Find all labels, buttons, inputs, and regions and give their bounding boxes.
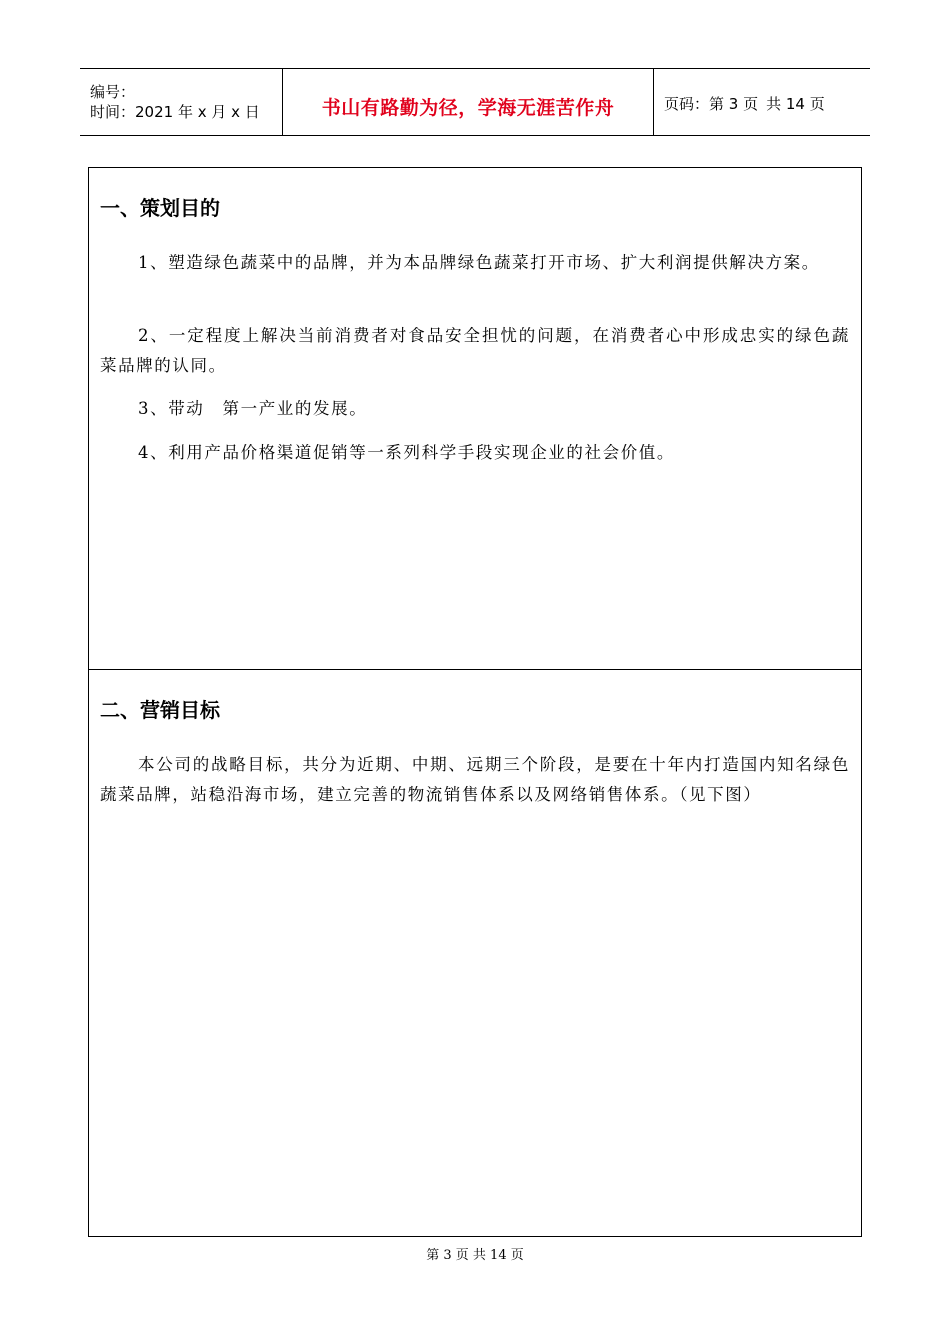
section-title: 一、策划目的 [100,196,220,220]
document-header [80,68,870,136]
header-motto: 书山有路勤为径，学海无涯苦作舟 [282,69,654,135]
header-page-info [654,69,870,135]
page-footer: 第 3 页 共 14 页 [426,1248,524,1263]
section-marketing-goals [88,669,862,1237]
paragraph: 2、一定程度上解决当前消费者对食品安全担忧的问题，在消费者心中形成忠实的绿色蔬菜品牌的认同。 [100,326,850,375]
paragraph: 4、利用产品价格渠道促销等一系列科学手段实现企业的社会价值。 [138,443,675,462]
header-page-total: 共 14 页 [766,94,825,113]
paragraph: 3、带动 第一产业的发展。 [138,399,368,418]
header-meta [80,69,282,135]
section-planning-purpose [88,167,862,670]
header-page-number: 页码：第 3 页 [664,94,759,113]
section-title: 二、营销目标 [100,698,220,722]
document-date: 时间：2021 年 x 月 x 日 [90,103,260,121]
paragraph: 1、塑造绿色蔬菜中的品牌，并为本品牌绿色蔬菜打开市场、扩大利润提供解决方案。 [138,253,820,272]
document-number-label: 编号： [90,83,136,101]
paragraph: 本公司的战略目标，共分为近期、中期、远期三个阶段，是要在十年内打造国内知名绿色蔬菜品牌，站稳沿海市场，建立完善的物流销售体系以及网络销售体系。（见下图） [100,755,850,804]
